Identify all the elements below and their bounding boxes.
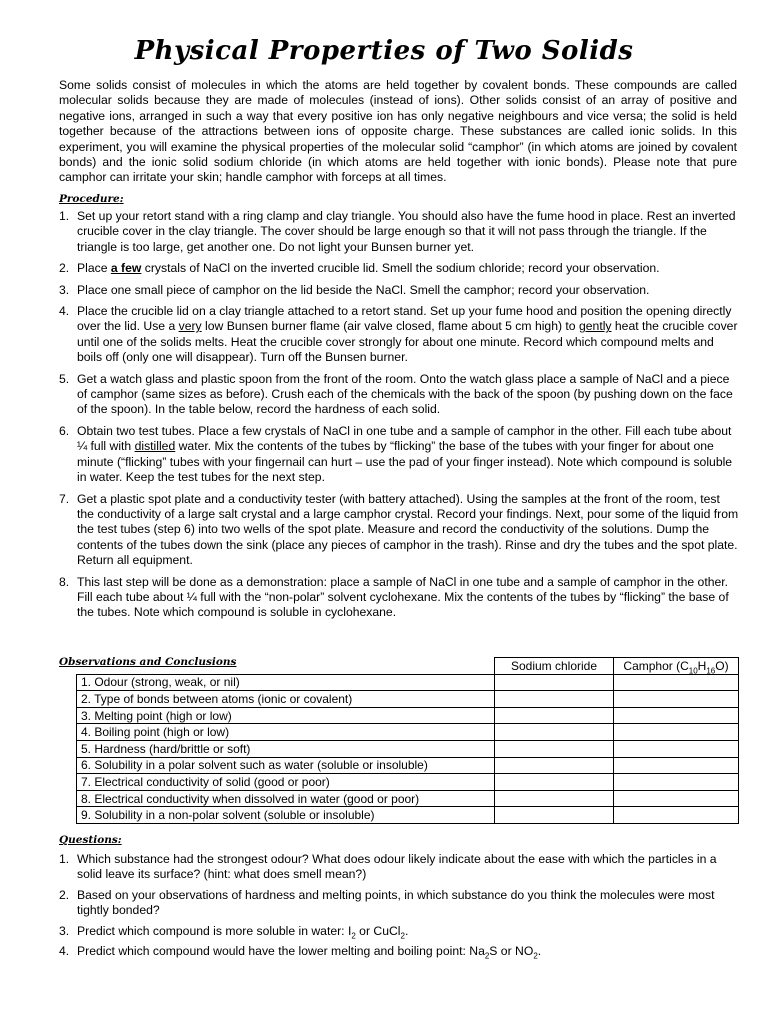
sodium-answer-cell[interactable] bbox=[495, 707, 614, 724]
property-cell: 3. Melting point (high or low) bbox=[77, 707, 495, 724]
step-text: Get a watch glass and plastic spoon from the front of the room. Onto the watch glass place a sample of NaCl and a piece of camphor (same sizes as before). Crush each of the chemicals with the back of the spoon (by pushing down on the face of the spoon). In the table below, record the hardness of each solid. bbox=[77, 371, 733, 417]
procedure-step bbox=[59, 304, 739, 366]
camphor-answer-cell[interactable] bbox=[614, 757, 739, 774]
questions-heading-text: Questions bbox=[59, 834, 118, 846]
header-blank-cell bbox=[77, 658, 495, 675]
table-row bbox=[77, 757, 739, 774]
property-cell: 5. Hardness (hard/brittle or soft) bbox=[77, 740, 495, 757]
step-number: 7. bbox=[59, 491, 70, 506]
sodium-answer-cell[interactable] bbox=[495, 691, 614, 708]
table-row bbox=[77, 790, 739, 807]
table-row bbox=[77, 807, 739, 824]
question-item bbox=[59, 852, 739, 883]
step-text: Place bbox=[77, 261, 111, 276]
procedure-step bbox=[59, 575, 739, 621]
property-cell: 4. Boiling point (high or low) bbox=[77, 724, 495, 741]
subscript: 2 bbox=[351, 931, 356, 941]
procedure-step bbox=[59, 261, 739, 276]
procedure-step bbox=[59, 424, 739, 486]
page-title: Physical Properties of Two Solids bbox=[134, 36, 634, 66]
procedure-step bbox=[59, 209, 739, 255]
table-row bbox=[77, 691, 739, 708]
camphor-answer-cell[interactable] bbox=[614, 691, 739, 708]
questions-heading: Questions: bbox=[59, 834, 122, 846]
property-cell: 8. Electrical conductivity when dissolved in water (good or poor) bbox=[77, 790, 495, 807]
step-text: Obtain two test tubes. Place a few crystals of NaCl in one tube and a sample of camphor in the other. Fill each tube about ¼ full with bbox=[77, 423, 732, 454]
step-number: 6. bbox=[59, 423, 70, 438]
camphor-answer-cell[interactable] bbox=[614, 724, 739, 741]
procedure-step bbox=[59, 492, 739, 569]
property-cell: 9. Solubility in a non-polar solvent (soluble or insoluble) bbox=[77, 807, 495, 824]
header-camphor-text: Camphor (C bbox=[623, 658, 689, 673]
question-number: 4. bbox=[59, 944, 70, 959]
sodium-answer-cell[interactable] bbox=[495, 674, 614, 691]
property-cell: 2. Type of bonds between atoms (ionic or covalent) bbox=[77, 691, 495, 708]
subscript: 2 bbox=[533, 951, 538, 961]
table-row bbox=[77, 674, 739, 691]
question-text: or CuCl bbox=[355, 923, 401, 938]
table-row bbox=[77, 774, 739, 791]
camphor-answer-cell[interactable] bbox=[614, 807, 739, 824]
procedure-heading: Procedure: bbox=[59, 193, 124, 205]
header-camphor-sub: 10 bbox=[688, 666, 698, 676]
question-number: 1. bbox=[59, 852, 70, 866]
header-sodium-chloride: Sodium chloride bbox=[495, 658, 614, 675]
header-camphor-text: O) bbox=[715, 658, 729, 673]
sodium-answer-cell[interactable] bbox=[495, 790, 614, 807]
step-number: 3. bbox=[59, 282, 70, 297]
question-number: 2. bbox=[59, 887, 70, 902]
property-cell: 1. Odour (strong, weak, or nil) bbox=[77, 674, 495, 691]
intro-paragraph: Some solids consist of molecules in which the atoms are held together by covalent bonds. These compounds are called molecular solids because they are made of molecules (instead of ions). Other solids consist of an array of positive and negative ions, arranged in such a way that every positive ion has only negative neighbours and vice versa; the solid is held together because of the attractions between ions of opposite charge. These substances are called ionic solids. In this experiment, you will examine the physical properties of the molecular solid “camphor” (in which atoms are joined by covalent bonds) and the ionic solid sodium chloride (in which atoms are held together with ionic bonds). Please note that pure camphor can irritate your skin; handle camphor with forceps at all times. bbox=[59, 78, 737, 185]
sodium-answer-cell[interactable] bbox=[495, 757, 614, 774]
table-header-row bbox=[77, 658, 739, 675]
step-text: crystals of NaCl on the inverted crucible lid. Smell the sodium chloride; record your observation. bbox=[141, 261, 660, 276]
step-underline: gently bbox=[578, 319, 612, 334]
sodium-answer-cell[interactable] bbox=[495, 774, 614, 791]
sodium-answer-cell[interactable] bbox=[495, 740, 614, 757]
procedure-step bbox=[59, 372, 739, 418]
questions-list bbox=[59, 852, 739, 964]
question-text: Predict which compound is more soluble in water: I bbox=[77, 923, 352, 938]
question-text: Which substance had the strongest odour? What does odour likely indicate about the ease with which the particles in a solid leave its surface? (hint: what does smell mean?) bbox=[77, 852, 717, 882]
table-row bbox=[77, 707, 739, 724]
subscript: 2 bbox=[400, 931, 405, 941]
camphor-answer-cell[interactable] bbox=[614, 774, 739, 791]
step-number: 4. bbox=[59, 304, 70, 319]
step-number: 1. bbox=[59, 209, 70, 223]
table-row bbox=[77, 724, 739, 741]
question-item bbox=[59, 944, 739, 959]
step-text: Place one small piece of camphor on the lid beside the NaCl. Smell the camphor; record your observation. bbox=[77, 282, 650, 297]
subscript: 2 bbox=[484, 951, 490, 961]
step-number: 5. bbox=[59, 371, 70, 386]
question-text: . bbox=[404, 923, 409, 938]
sodium-answer-cell[interactable] bbox=[495, 807, 614, 824]
step-text: water. Mix the contents of the tubes by “flicking” the base of the tubes with your finger for about one minute (“flicking” tubes with your fingernail can hurt – use the pad of your finger instead). Note which compound is soluble in water. Keep the test tubes for the next step. bbox=[77, 439, 733, 485]
step-text: Place the crucible lid on a clay triangle attached to a retort stand. Set up your fume hood and position the opening directly over the lid. Use a bbox=[77, 304, 732, 334]
camphor-answer-cell[interactable] bbox=[614, 674, 739, 691]
question-text: Based on your observations of hardness and melting points, in which substance do you think the molecules were most tightly bonded? bbox=[77, 887, 715, 918]
step-text: low Bunsen burner flame (air valve closed, flame about 5 cm high) to bbox=[201, 319, 579, 334]
step-text: This last step will be done as a demonstration: place a sample of NaCl in one tube and a sample of camphor in the other. Fill each tube about ¼ full with the “non-polar” solvent cyclohexane. Mix the contents of the tubes by “flicking” the base of the tubes. Note which compound is soluble in cyclohexane. bbox=[77, 574, 729, 620]
procedure-list bbox=[59, 209, 739, 627]
table-row bbox=[77, 740, 739, 757]
step-emphasis: a few bbox=[110, 261, 142, 276]
property-cell: 6. Solubility in a polar solvent such as water (soluble or insoluble) bbox=[77, 757, 495, 774]
procedure-step bbox=[59, 283, 739, 298]
header-camphor-sub: 16 bbox=[706, 666, 716, 676]
step-underline: very bbox=[178, 319, 202, 334]
camphor-answer-cell[interactable] bbox=[614, 790, 739, 807]
observations-table bbox=[76, 657, 739, 824]
procedure-heading-text: Procedure bbox=[59, 193, 120, 205]
camphor-answer-cell[interactable] bbox=[614, 740, 739, 757]
question-item bbox=[59, 888, 739, 919]
observations-heading: Observations and Conclusions bbox=[59, 656, 237, 668]
property-cell: 7. Electrical conductivity of solid (good or poor) bbox=[77, 774, 495, 791]
question-number: 3. bbox=[59, 923, 70, 938]
step-number: 2. bbox=[59, 261, 70, 276]
step-number: 8. bbox=[59, 574, 70, 589]
question-text: Predict which compound would have the lower melting and boiling point: Na bbox=[77, 944, 485, 959]
header-camphor bbox=[614, 658, 739, 675]
question-item bbox=[59, 924, 739, 939]
question-text: . bbox=[537, 944, 542, 959]
question-text: S or NO bbox=[489, 944, 534, 959]
header-camphor-text: H bbox=[697, 658, 707, 673]
camphor-answer-cell[interactable] bbox=[614, 707, 739, 724]
sodium-answer-cell[interactable] bbox=[495, 724, 614, 741]
step-text: Get a plastic spot plate and a conductivity tester (with battery attached). Using the samples at the front of the room, test the conductivity of a large salt crystal and a large camphor crystal. Record your findings. Next, pour some of the liquid from the test tubes (step 6) into two wells of the spot plate. Measure and record the conductivity of the solutions. Dump the contents of the tubes down the sink (place any pieces of camphor in the trash). Rinse and dry the tubes and the spot plate. Return all equipment. bbox=[77, 491, 739, 568]
step-text: heat the crucible cover until one of the solids melts. Heat the crucible cover strongly for about one minute. Record which compound melts and boils off (only one will disappear). Turn off the Bunsen burner. bbox=[77, 319, 738, 365]
step-underline: distilled bbox=[134, 439, 176, 454]
step-text: Set up your retort stand with a ring clamp and clay triangle. You should also have the fume hood in place. Rest an inverted crucible cover in the clay triangle. The cover should be large enough so that it will not pass through the triangle. If the triangle is too large, get another one. Do not light your Bunsen burner yet. bbox=[77, 209, 736, 254]
